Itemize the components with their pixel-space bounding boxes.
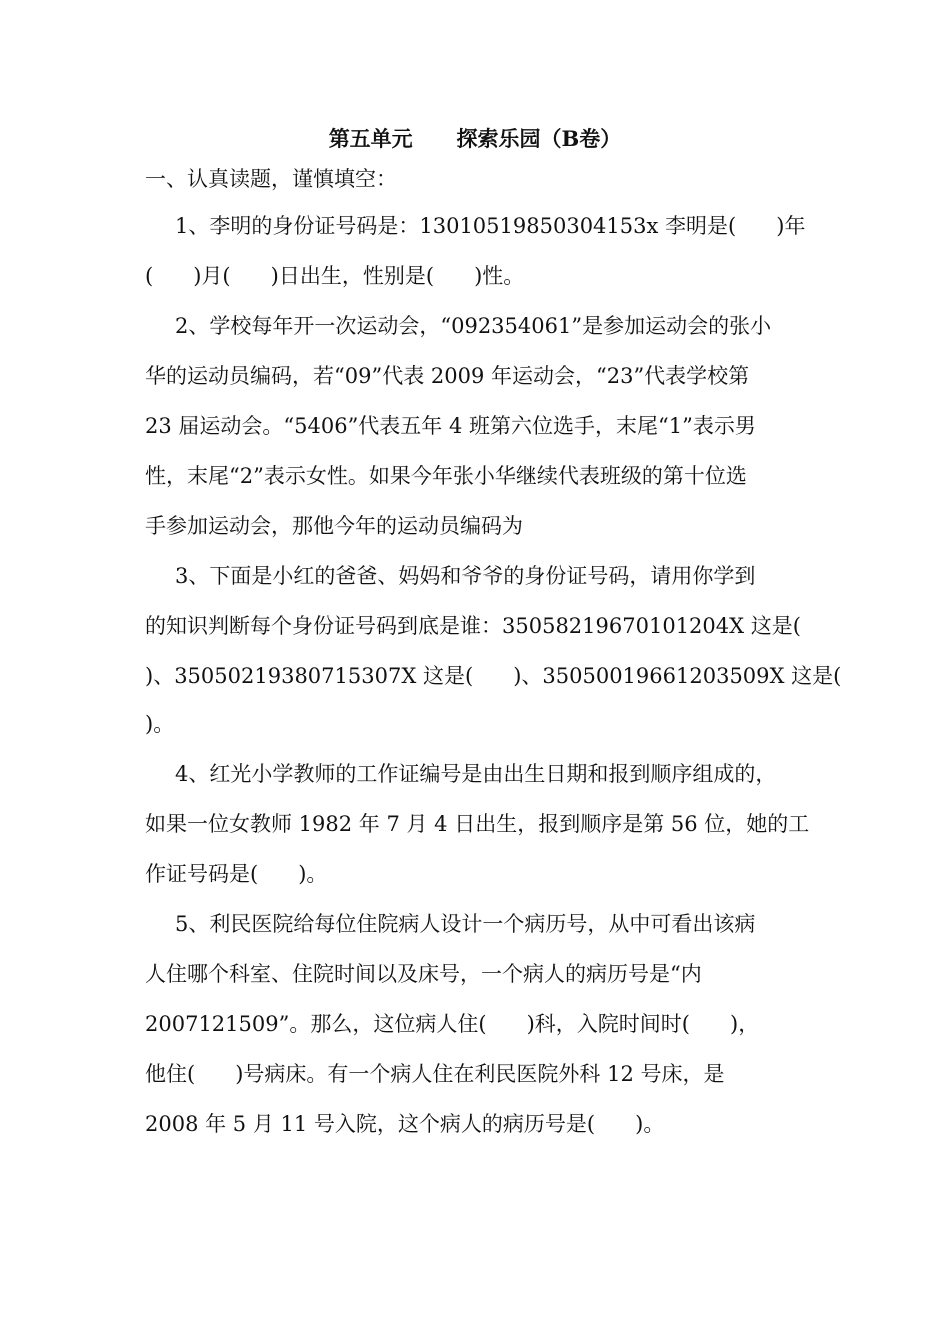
question-5-line-4: 他住( )号病床。有一个病人住在利民医院外科 12 号床，是 — [145, 1062, 725, 1086]
question-2-line-3: 23 届运动会。“5406”代表五年 4 班第六位选手，末尾“1”表示男 — [145, 414, 756, 438]
question-3-line-1: 3、下面是小红的爸爸、妈妈和爷爷的身份证号码，请用你学到 — [175, 564, 756, 588]
question-5-line-1: 5、利民医院给每位住院病人设计一个病历号，从中可看出该病 — [175, 912, 756, 936]
question-2-line-1: 2、学校每年开一次运动会，“092354061”是参加运动会的张小 — [175, 314, 772, 338]
question-2-line-2: 华的运动员编码，若“09”代表 2009 年运动会，“23”代表学校第 — [145, 364, 750, 388]
question-4-line-1: 4、红光小学教师的工作证编号是由出生日期和报到顺序组成的， — [175, 762, 777, 786]
question-1-line-1: 1、李明的身份证号码是：13010519850304153x 李明是( )年 — [175, 214, 806, 238]
question-4-line-3: 作证号码是( )。 — [145, 862, 328, 886]
section-heading: 一、认真读题，谨慎填空： — [145, 167, 397, 191]
question-3-line-2: 的知识判断每个身份证号码到底是谁：35058219670101204X 这是( — [145, 614, 801, 638]
question-5-line-3: 2007121509”。那么，这位病人住( )科，入院时间时( )， — [145, 1012, 760, 1036]
question-1-line-2: ( )月( )日出生，性别是( )性。 — [145, 264, 525, 288]
question-5-line-2: 人住哪个科室、住院时间以及床号，一个病人的病历号是“内 — [145, 962, 702, 986]
question-2-line-4: 性，末尾“2”表示女性。如果今年张小华继续代表班级的第十位选 — [145, 464, 747, 488]
question-3-line-3: )、35050219380715307X 这是( )、35050019661203509X 这是( — [145, 664, 842, 688]
page-title: 第五单元 探索乐园（B卷） — [328, 126, 622, 151]
question-4-line-2: 如果一位女教师 1982 年 7 月 4 日出生，报到顺序是第 56 位，她的工 — [145, 812, 810, 836]
question-3-line-4: )。 — [145, 712, 175, 736]
question-5-line-5: 2008 年 5 月 11 号入院，这个病人的病历号是( )。 — [145, 1112, 665, 1136]
question-2-line-5: 手参加运动会，那他今年的运动员编码为 — [145, 514, 523, 538]
